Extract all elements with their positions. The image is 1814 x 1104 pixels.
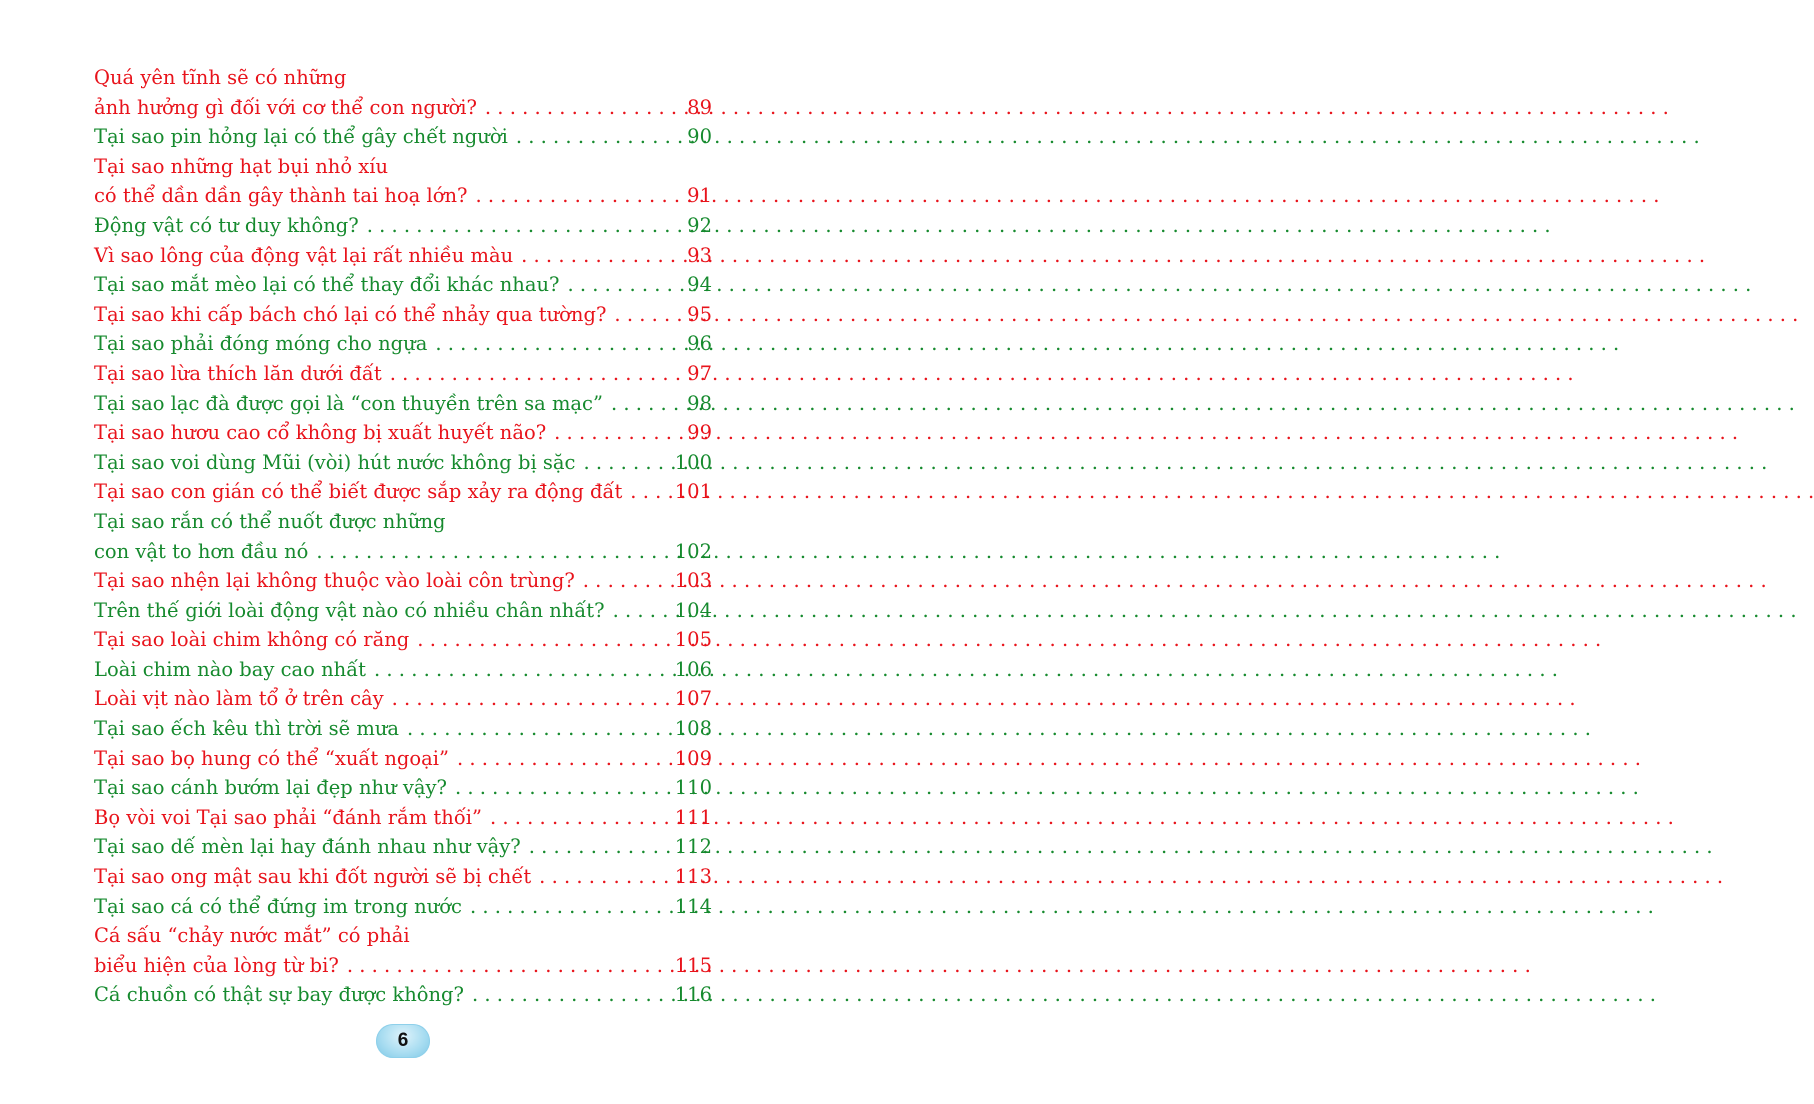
dot-leader bbox=[407, 714, 671, 744]
toc-entry-line bbox=[94, 832, 712, 862]
toc-entry-page: 95 bbox=[687, 302, 712, 326]
dot-leader bbox=[613, 596, 671, 626]
toc-entry-page: 90 bbox=[687, 125, 712, 149]
toc-entry-title: Tại sao ếch kêu thì trời sẽ mưa bbox=[94, 717, 400, 741]
dot-leader bbox=[392, 684, 671, 714]
toc-entry-page: 116 bbox=[674, 983, 712, 1007]
toc-entry-title: Động vật có tư duy không? bbox=[94, 213, 359, 237]
dot-leader bbox=[367, 211, 683, 241]
toc-entry-page: 106 bbox=[674, 657, 712, 681]
toc-entry-title: Tại sao voi dùng Mũi (vòi) hút nước không bị sặc bbox=[94, 450, 576, 474]
toc-entry-title: Tại sao nhện lại không thuộc vào loài côn trùng? bbox=[94, 569, 575, 593]
toc-entry-line bbox=[94, 181, 712, 211]
dot-leader bbox=[470, 892, 671, 922]
toc-entry-page: 115 bbox=[674, 953, 712, 977]
toc-entry-line bbox=[94, 241, 712, 271]
toc-entry-title: Tại sao pin hỏng lại có thể gây chết người bbox=[94, 125, 508, 149]
toc-entry-page: 110 bbox=[674, 776, 712, 800]
toc-entry-title: Cá chuồn có thật sự bay được không? bbox=[94, 983, 464, 1007]
toc-entry-line bbox=[94, 566, 712, 596]
toc-entry-title: Trên thế giới loài động vật nào có nhiều chân nhất? bbox=[94, 598, 605, 622]
toc-entry-line bbox=[94, 537, 712, 567]
toc-entry-line bbox=[94, 211, 712, 241]
toc-entry-line bbox=[94, 803, 712, 833]
dot-leader bbox=[611, 389, 683, 419]
toc-entry-page: 101 bbox=[674, 480, 712, 504]
dot-leader bbox=[567, 270, 683, 300]
toc-entry-page: 112 bbox=[674, 835, 712, 859]
dot-leader bbox=[490, 803, 671, 833]
toc-entry-title: có thể dần dần gây thành tai hoạ lớn? bbox=[94, 184, 468, 208]
toc-entry-line bbox=[94, 152, 712, 182]
dot-leader bbox=[347, 951, 671, 981]
dot-leader bbox=[316, 537, 670, 567]
toc-entry-line bbox=[94, 951, 712, 981]
toc-entry-title: Quá yên tĩnh sẽ có những bbox=[94, 66, 347, 89]
toc-entry-page: 97 bbox=[687, 361, 712, 385]
toc-entry-line bbox=[94, 596, 712, 626]
toc-entry-line bbox=[94, 93, 712, 123]
toc-entry-page: 113 bbox=[674, 865, 712, 889]
toc-entry-title: Tại sao lạc đà được gọi là “con thuyền trên sa mạc” bbox=[94, 391, 603, 415]
toc-entry-line bbox=[94, 980, 712, 1010]
dot-leader bbox=[529, 832, 671, 862]
toc-entry-page: 89 bbox=[687, 95, 712, 119]
toc-entry-page: 107 bbox=[674, 687, 712, 711]
toc-entry-page: 104 bbox=[674, 598, 712, 622]
toc-entry-page: 108 bbox=[674, 717, 712, 741]
toc-entry-page: 96 bbox=[687, 332, 712, 356]
toc-entry-title: Tại sao lừa thích lăn dưới đất bbox=[94, 361, 382, 385]
dot-leader bbox=[455, 773, 671, 803]
toc-entry-line bbox=[94, 300, 712, 330]
toc-entry-title: ảnh hưởng gì đối với cơ thể con người? bbox=[94, 95, 477, 119]
toc-entry-line bbox=[94, 270, 712, 300]
toc-entry-line bbox=[94, 684, 712, 714]
dot-leader bbox=[583, 566, 671, 596]
toc-entry-title: Tại sao hươu cao cổ không bị xuất huyết não? bbox=[94, 421, 547, 445]
toc-entry-line bbox=[94, 477, 712, 507]
toc-entry-page: 111 bbox=[674, 805, 712, 829]
toc-entry-line bbox=[94, 448, 712, 478]
dot-leader bbox=[476, 181, 684, 211]
toc-entry-title: Tại sao khi cấp bách chó lại có thể nhảy qua tường? bbox=[94, 302, 607, 326]
dot-leader bbox=[583, 448, 670, 478]
toc-entry-page: 98 bbox=[687, 391, 712, 415]
dot-leader bbox=[374, 655, 671, 685]
toc-entry-title: Tại sao mắt mèo lại có thể thay đổi khác nhau? bbox=[94, 273, 560, 297]
toc-entry-line bbox=[94, 744, 712, 774]
dot-leader bbox=[614, 300, 683, 330]
dot-leader bbox=[457, 744, 671, 774]
toc-entry-line bbox=[94, 507, 712, 537]
toc-entry-line bbox=[94, 359, 712, 389]
toc-entry-line bbox=[94, 773, 712, 803]
dot-leader bbox=[554, 418, 683, 448]
page-number-badge bbox=[376, 1024, 430, 1058]
dot-leader bbox=[390, 359, 683, 389]
toc-entry-page: 103 bbox=[674, 569, 712, 593]
toc-entry-line bbox=[94, 921, 712, 951]
toc-entry-page: 91 bbox=[687, 184, 712, 208]
toc-entry-line bbox=[94, 714, 712, 744]
toc-entry-page: 100 bbox=[674, 450, 712, 474]
toc-entry-title: Vì sao lông của động vật lại rất nhiều màu bbox=[94, 243, 514, 267]
dot-leader bbox=[539, 862, 671, 892]
toc-entry-line bbox=[94, 389, 712, 419]
toc-entry-page: 93 bbox=[687, 243, 712, 267]
toc-entry-title: Loài vịt nào làm tổ ở trên cây bbox=[94, 687, 384, 711]
dot-leader bbox=[472, 980, 671, 1010]
toc-entry-title: Loài chim nào bay cao nhất bbox=[94, 657, 366, 681]
toc-entry-page: 102 bbox=[674, 539, 712, 563]
toc-entry-title: Tại sao dế mèn lại hay đánh nhau như vậy? bbox=[94, 835, 521, 859]
toc-entry-line bbox=[94, 122, 712, 152]
toc-entry-line bbox=[94, 655, 712, 685]
dot-leader bbox=[435, 329, 683, 359]
toc-entry-line bbox=[94, 625, 712, 655]
toc-entry-page: 92 bbox=[687, 213, 712, 237]
toc-entry-title: Cá sấu “chảy nước mắt” có phải bbox=[94, 924, 410, 948]
dot-leader bbox=[417, 625, 670, 655]
toc-entry-title: Tại sao con gián có thể biết được sắp xảy ra động đất bbox=[94, 480, 623, 504]
toc-entry-title: Tại sao phải đóng móng cho ngựa bbox=[94, 332, 428, 356]
toc-entry-title: Bọ vòi voi Tại sao phải “đánh rắm thối” bbox=[94, 805, 482, 829]
toc-entry-title: Tại sao loài chim không có răng bbox=[94, 628, 410, 652]
toc-entry-title: Tại sao bọ hung có thể “xuất ngoại” bbox=[94, 746, 449, 770]
toc-entry-page: 114 bbox=[674, 894, 712, 918]
dot-leader bbox=[516, 122, 683, 152]
dot-leader bbox=[630, 477, 670, 507]
dot-leader bbox=[485, 93, 683, 123]
table-of-contents bbox=[94, 63, 712, 1010]
toc-entry-page: 105 bbox=[674, 628, 712, 652]
toc-entry-title: Tại sao ong mật sau khi đốt người sẽ bị chết bbox=[94, 865, 532, 889]
toc-entry-page: 109 bbox=[674, 746, 712, 770]
toc-entry-page: 94 bbox=[687, 273, 712, 297]
page-number: 6 bbox=[397, 1030, 409, 1051]
toc-entry-title: Tại sao cánh bướm lại đẹp như vậy? bbox=[94, 776, 447, 800]
toc-entry-title: Tại sao cá có thể đứng im trong nước bbox=[94, 894, 462, 918]
toc-entry-title: Tại sao rắn có thể nuốt được những bbox=[94, 509, 446, 533]
toc-entry-title: biểu hiện của lòng từ bi? bbox=[94, 953, 339, 977]
toc-entry-page: 99 bbox=[687, 421, 712, 445]
dot-leader bbox=[521, 241, 683, 271]
toc-entry-line bbox=[94, 892, 712, 922]
toc-entry-line bbox=[94, 418, 712, 448]
toc-entry-title: con vật to hơn đầu nó bbox=[94, 539, 309, 563]
toc-entry-title: Tại sao những hạt bụi nhỏ xíu bbox=[94, 154, 389, 178]
toc-entry-line bbox=[94, 329, 712, 359]
toc-entry-line bbox=[94, 63, 712, 93]
toc-entry-line bbox=[94, 862, 712, 892]
